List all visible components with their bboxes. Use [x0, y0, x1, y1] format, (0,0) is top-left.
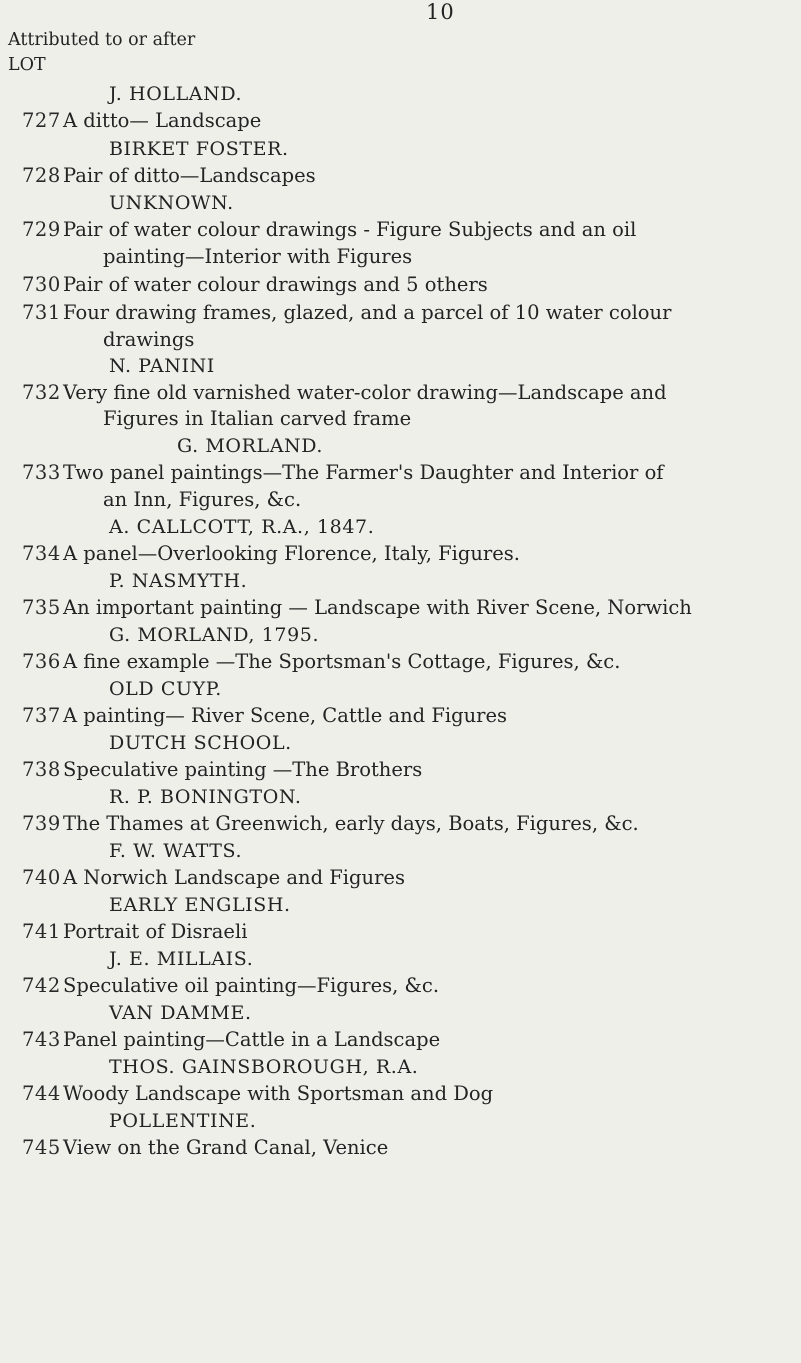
lot-artist: A. CALLCOTT, R.A., 1847. — [109, 516, 375, 538]
lot-artist: J. E. MILLAIS. — [109, 948, 254, 970]
lot-artist: POLLENTINE. — [109, 1110, 257, 1132]
lot-description: Speculative oil painting—Figures, &c. — [63, 974, 440, 997]
section-header: Attributed to or after — [8, 30, 196, 50]
lot-artist: P. NASMYTH. — [109, 570, 248, 592]
lot-artist: F. W. WATTS. — [109, 840, 243, 862]
lot-number: 745 — [22, 1136, 61, 1159]
lot-description: A ditto— Landscape — [63, 109, 262, 132]
page-number: 10 — [426, 0, 455, 24]
lot-number: 744 — [22, 1082, 61, 1105]
lot-description: Very fine old varnished water-color drawing—Landscape and — [63, 381, 667, 404]
lot-artist: DUTCH SCHOOL. — [109, 732, 292, 754]
lot-description: Woody Landscape with Sportsman and Dog — [63, 1082, 494, 1105]
lot-number: 736 — [22, 650, 61, 673]
lot-number: 729 — [22, 218, 61, 241]
lot-description-continued: Figures in Italian carved frame — [103, 407, 412, 430]
lot-artist: UNKNOWN. — [109, 192, 234, 214]
lot-description: Four drawing frames, glazed, and a parcel of 10 water colour — [63, 301, 672, 324]
lot-number: 740 — [22, 866, 61, 889]
lot-number: 733 — [22, 461, 61, 484]
lot-number: 737 — [22, 704, 61, 727]
lot-number: 738 — [22, 758, 61, 781]
lot-number: 731 — [22, 301, 61, 324]
lot-number: 735 — [22, 596, 61, 619]
lot-description: A Norwich Landscape and Figures — [63, 866, 405, 889]
lot-number: 743 — [22, 1028, 61, 1051]
lot-description: Pair of water colour drawings and 5 others — [63, 273, 488, 296]
lot-number: 727 — [22, 109, 61, 132]
lot-description: Speculative painting —The Brothers — [63, 758, 423, 781]
lot-artist: G. MORLAND, 1795. — [109, 624, 320, 646]
lot-description-continued: drawings — [103, 328, 195, 351]
lot-artist: BIRKET FOSTER. — [109, 138, 289, 160]
lot-description-continued: an Inn, Figures, &c. — [103, 488, 302, 511]
lot-description: Two panel paintings—The Farmer's Daughter and Interior of — [63, 461, 664, 484]
lot-artist: OLD CUYP. — [109, 678, 222, 700]
lot-artist: EARLY ENGLISH. — [109, 894, 291, 916]
lot-description: Panel painting—Cattle in a Landscape — [63, 1028, 441, 1051]
lot-description: View on the Grand Canal, Venice — [63, 1136, 389, 1159]
lot-description-continued: painting—Interior with Figures — [103, 245, 413, 268]
lot-artist: J. HOLLAND. — [109, 83, 243, 105]
lot-number: 734 — [22, 542, 61, 565]
lot-artist: N. PANINI — [109, 355, 215, 377]
lot-number: 742 — [22, 974, 61, 997]
lot-number: 728 — [22, 164, 61, 187]
lot-description: An important painting — Landscape with River Scene, Norwich — [63, 596, 692, 619]
lot-description: A painting— River Scene, Cattle and Figures — [63, 704, 508, 727]
lot-artist: VAN DAMME. — [109, 1002, 252, 1024]
lot-description: Pair of water colour drawings - Figure Subjects and an oil — [63, 218, 637, 241]
lot-description: The Thames at Greenwich, early days, Boats, Figures, &c. — [63, 812, 639, 835]
lot-description: Portrait of Disraeli — [63, 920, 248, 943]
lot-description: A panel—Overlooking Florence, Italy, Figures. — [63, 542, 520, 565]
lot-description: Pair of ditto—Landscapes — [63, 164, 316, 187]
lot-column-label: LOT — [8, 55, 46, 75]
lot-artist: G. MORLAND. — [177, 435, 324, 457]
lot-number: 730 — [22, 273, 61, 296]
lot-artist: THOS. GAINSBOROUGH, R.A. — [109, 1056, 419, 1078]
lot-artist: R. P. BONINGTON. — [109, 786, 302, 808]
lot-number: 741 — [22, 920, 61, 943]
lot-number: 739 — [22, 812, 61, 835]
lot-description: A fine example —The Sportsman's Cottage, Figures, &c. — [63, 650, 621, 673]
lot-number: 732 — [22, 381, 61, 404]
